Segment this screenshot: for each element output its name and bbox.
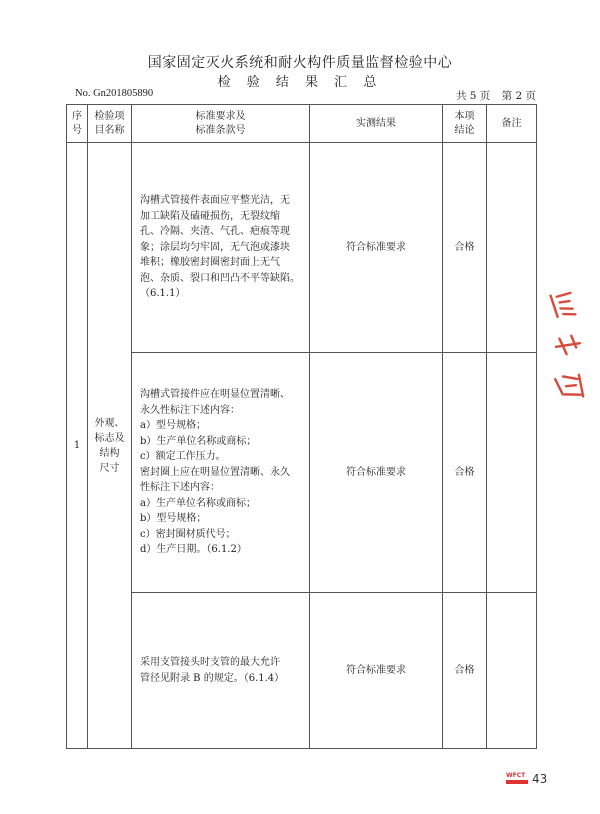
table-row — [67, 353, 537, 593]
table-row — [67, 143, 537, 353]
conclusion-cell: 合格 — [443, 143, 487, 353]
document-title: 检 验 结 果 汇 总 — [217, 75, 383, 90]
requirement-cell: 沟槽式管接件表面应平整光洁，无 加工缺陷及磕碰损伤，无裂纹缩 孔、冷隔、夹渣、气孔、疤痕等现 象；涂层均匀牢固，无气泡或漆块 堆积；橡胶密封圈密封面上无气 泡、杂质、裂口和凹凸不平等缺陷。 （6.1.1） — [132, 143, 310, 353]
remark-cell — [487, 593, 537, 749]
wfct-logo — [506, 772, 528, 786]
remark-cell — [487, 353, 537, 593]
col-header-serial: 序 号 — [67, 105, 88, 143]
org-title: 国家固定灭火系统和耐火构件质量监督检验中心 — [147, 55, 453, 71]
col-header-result: 实测结果 — [310, 105, 443, 143]
requirement-cell: 采用支管接头时支管的最大允许 管径见附录 B 的规定。（6.1.4） — [132, 593, 310, 749]
current-page: 第 2 页 — [501, 90, 536, 102]
seal-stamp — [548, 290, 586, 410]
col-header-remark: 备注 — [487, 105, 537, 143]
result-cell: 符合标准要求 — [310, 353, 443, 593]
col-header-conclusion: 本项 结论 — [443, 105, 487, 143]
conclusion-cell: 合格 — [443, 593, 487, 749]
col-header-requirement: 标准要求及 标准条款号 — [132, 105, 310, 143]
logo-bar — [506, 780, 528, 784]
category-cell: 外观、 标志及 结构 尺寸 — [88, 143, 132, 749]
remark-cell — [487, 143, 537, 353]
results-table — [66, 104, 537, 749]
header-row — [67, 105, 537, 143]
total-pages: 共 5 页 — [455, 90, 491, 102]
table-row — [67, 593, 537, 749]
result-cell: 符合标准要求 — [310, 593, 443, 749]
seal-fragment-icon — [551, 370, 586, 401]
report-number: No. Gn201805890 — [75, 88, 154, 99]
conclusion-cell: 合格 — [443, 353, 487, 593]
serial-cell: 1 — [67, 143, 88, 749]
seal-fragment-icon — [553, 333, 583, 359]
result-cell: 符合标准要求 — [310, 143, 443, 353]
requirement-cell: 沟槽式管接件应在明显位置清晰、 永久性标注下述内容： a）型号规格； b）生产单位名称或商标； c）额定工作压力。 密封圈上应在明显位置清晰、永久 性标注下述内容： a）生产单位名称或商标； b）型号规格； c）密封圈材质代号； d）生产日期。（6.1.2） — [132, 353, 310, 593]
seal-fragment-icon — [546, 288, 580, 322]
page-info — [448, 88, 536, 103]
logo-text: WFCT — [506, 772, 526, 779]
page-number: 43 — [532, 772, 548, 786]
col-header-item: 检验项 目名称 — [88, 105, 132, 143]
